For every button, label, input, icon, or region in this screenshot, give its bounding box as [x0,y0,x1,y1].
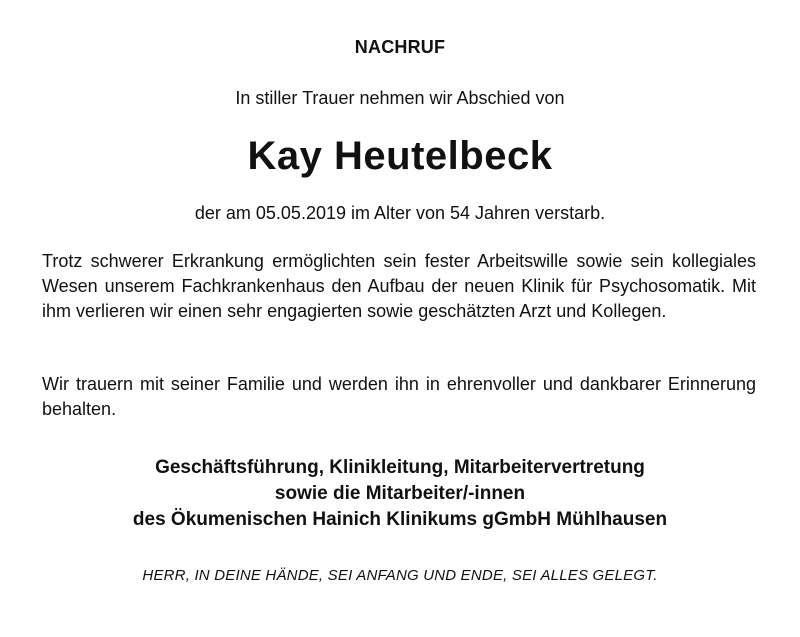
notice-heading: NACHRUF [354,37,446,57]
signatory-line: sowie die Mitarbeiter/-innen [274,483,526,504]
intro-line: In stiller Trauer nehmen wir Abschied von [235,88,565,108]
deceased-name: Kay Heutelbeck [247,134,553,178]
signatories-block [0,455,800,533]
condolence-paragraph: Wir trauern mit seiner Familie und werden ihn in ehrenvoller und dankbarer Erinnerung behalten. [42,374,756,419]
tribute-paragraph: Trotz schwerer Erkrankung ermöglichten sein fester Arbeitswille sowie sein kollegiales Wesen unserem Fachkrankenhaus den Aufbau der neuen Klinik für Psychosomatik. Mit ihm verlieren wir einen sehr engagierten sowie geschätzten Arzt und Kollegen. [42,251,756,321]
signatory-line: des Ökumenischen Hainich Klinikums gGmbH Mühlhausen [132,509,668,530]
death-info-line: der am 05.05.2019 im Alter von 54 Jahren verstarb. [194,203,606,223]
closing-verse: HERR, IN DEINE HÄNDE, SEI ANFANG UND ENDE, SEI ALLES GELEGT. [142,567,658,584]
signatory-line: Geschäftsführung, Klinikleitung, Mitarbeitervertretung [155,457,645,478]
